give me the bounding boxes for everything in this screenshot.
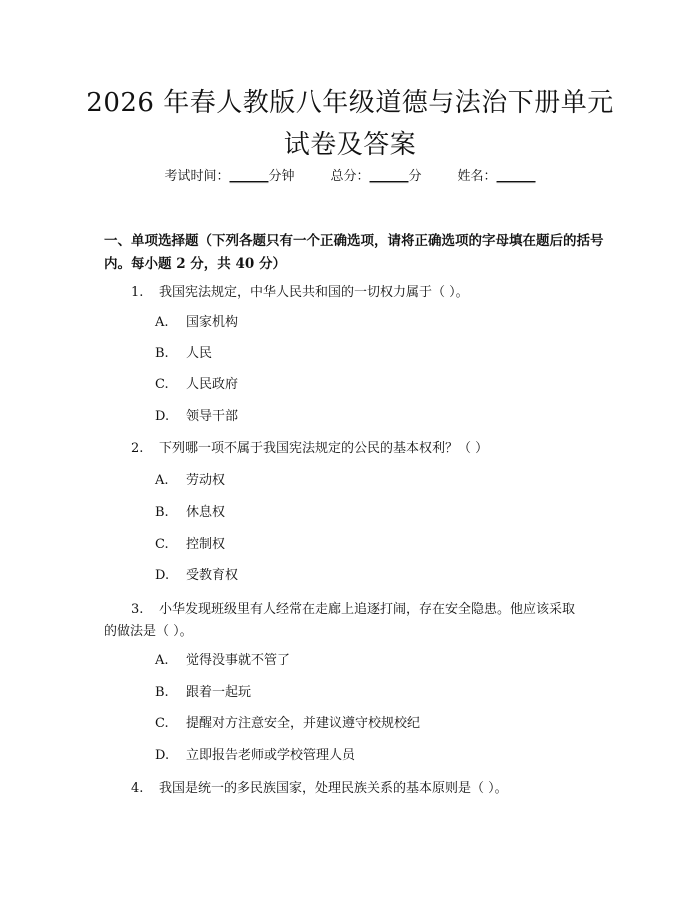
option-text: 提醒对方注意安全，并建议遵守校规校纪 xyxy=(186,716,421,731)
question-text: 我国是统一的多民族国家，处理民族关系的基本原则是（ ）。 xyxy=(159,781,508,796)
option-text: 控制权 xyxy=(186,537,226,552)
option-letter: B. xyxy=(155,505,169,520)
question-text-line-1: 小华发现班级里有人经常在走廊上追逐打闹，存在安全隐患。他应该采取 xyxy=(159,602,576,617)
option-1b xyxy=(155,344,212,364)
total-score xyxy=(330,168,421,186)
time-unit: 分钟 xyxy=(268,169,295,184)
question-number: 4. xyxy=(131,781,144,796)
student-name xyxy=(458,168,536,186)
question-4 xyxy=(131,778,508,800)
option-letter: C. xyxy=(155,537,169,552)
option-2d xyxy=(155,566,238,586)
option-2a xyxy=(155,471,225,491)
question-text-line-2: 的做法是（ ）。 xyxy=(104,624,193,639)
option-letter: C. xyxy=(155,377,169,392)
option-text: 领导干部 xyxy=(186,409,239,424)
title-line-1: 2026 年春人教版八年级道德与法治下册单元 xyxy=(86,88,614,118)
option-letter: C. xyxy=(155,716,169,731)
option-text: 国家机构 xyxy=(186,315,239,330)
time-blank: ______ xyxy=(229,169,269,184)
score-unit: 分 xyxy=(408,169,422,184)
question-number: 2. xyxy=(131,441,144,456)
option-3c xyxy=(155,714,420,734)
option-text: 觉得没事就不管了 xyxy=(186,653,291,668)
question-text: 下列哪一项不属于我国宪法规定的公民的基本权利？（ ） xyxy=(159,441,489,456)
option-letter: A. xyxy=(155,473,169,488)
question-number: 3. xyxy=(131,602,144,617)
name-blank: ______ xyxy=(496,169,536,184)
option-letter: B. xyxy=(155,685,169,700)
option-letter: D. xyxy=(155,568,170,583)
option-text: 劳动权 xyxy=(186,473,226,488)
option-letter: B. xyxy=(155,346,169,361)
option-3b xyxy=(155,683,251,703)
option-1c xyxy=(155,375,238,395)
question-1 xyxy=(131,282,469,304)
option-letter: D. xyxy=(155,748,170,763)
option-text: 人民 xyxy=(186,346,213,361)
option-2b xyxy=(155,503,225,523)
question-3 xyxy=(131,599,575,621)
option-letter: D. xyxy=(155,409,170,424)
option-letter: A. xyxy=(155,315,169,330)
question-3-continuation xyxy=(104,621,193,643)
question-text: 我国宪法规定，中华人民共和国的一切权力属于（ ）。 xyxy=(159,285,469,300)
option-3a xyxy=(155,651,290,671)
option-text: 立即报告老师或学校管理人员 xyxy=(186,748,356,763)
option-text: 休息权 xyxy=(186,505,226,520)
score-blank: ______ xyxy=(369,169,409,184)
option-text: 受教育权 xyxy=(186,568,239,583)
title-line-2: 试卷及答案 xyxy=(283,130,417,160)
document-title xyxy=(80,82,620,166)
option-3d xyxy=(155,746,355,766)
time-label: 考试时间： xyxy=(164,169,230,184)
name-label: 姓名： xyxy=(457,169,497,184)
option-1d xyxy=(155,407,238,427)
option-2c xyxy=(155,535,225,555)
option-text: 跟着一起玩 xyxy=(186,685,252,700)
section-heading: 一、单项选择题（下列各题只有一个正确选项，请将正确选项的字母填在题后的括号内。每小题 2 分，共 40 分） xyxy=(104,233,604,272)
question-number: 1. xyxy=(131,285,144,300)
exam-time xyxy=(164,168,294,186)
option-letter: A. xyxy=(155,653,169,668)
option-1a xyxy=(155,313,238,333)
option-text: 人民政府 xyxy=(186,377,239,392)
question-2 xyxy=(131,438,488,460)
exam-meta-line xyxy=(0,168,700,186)
score-label: 总分： xyxy=(330,169,370,184)
